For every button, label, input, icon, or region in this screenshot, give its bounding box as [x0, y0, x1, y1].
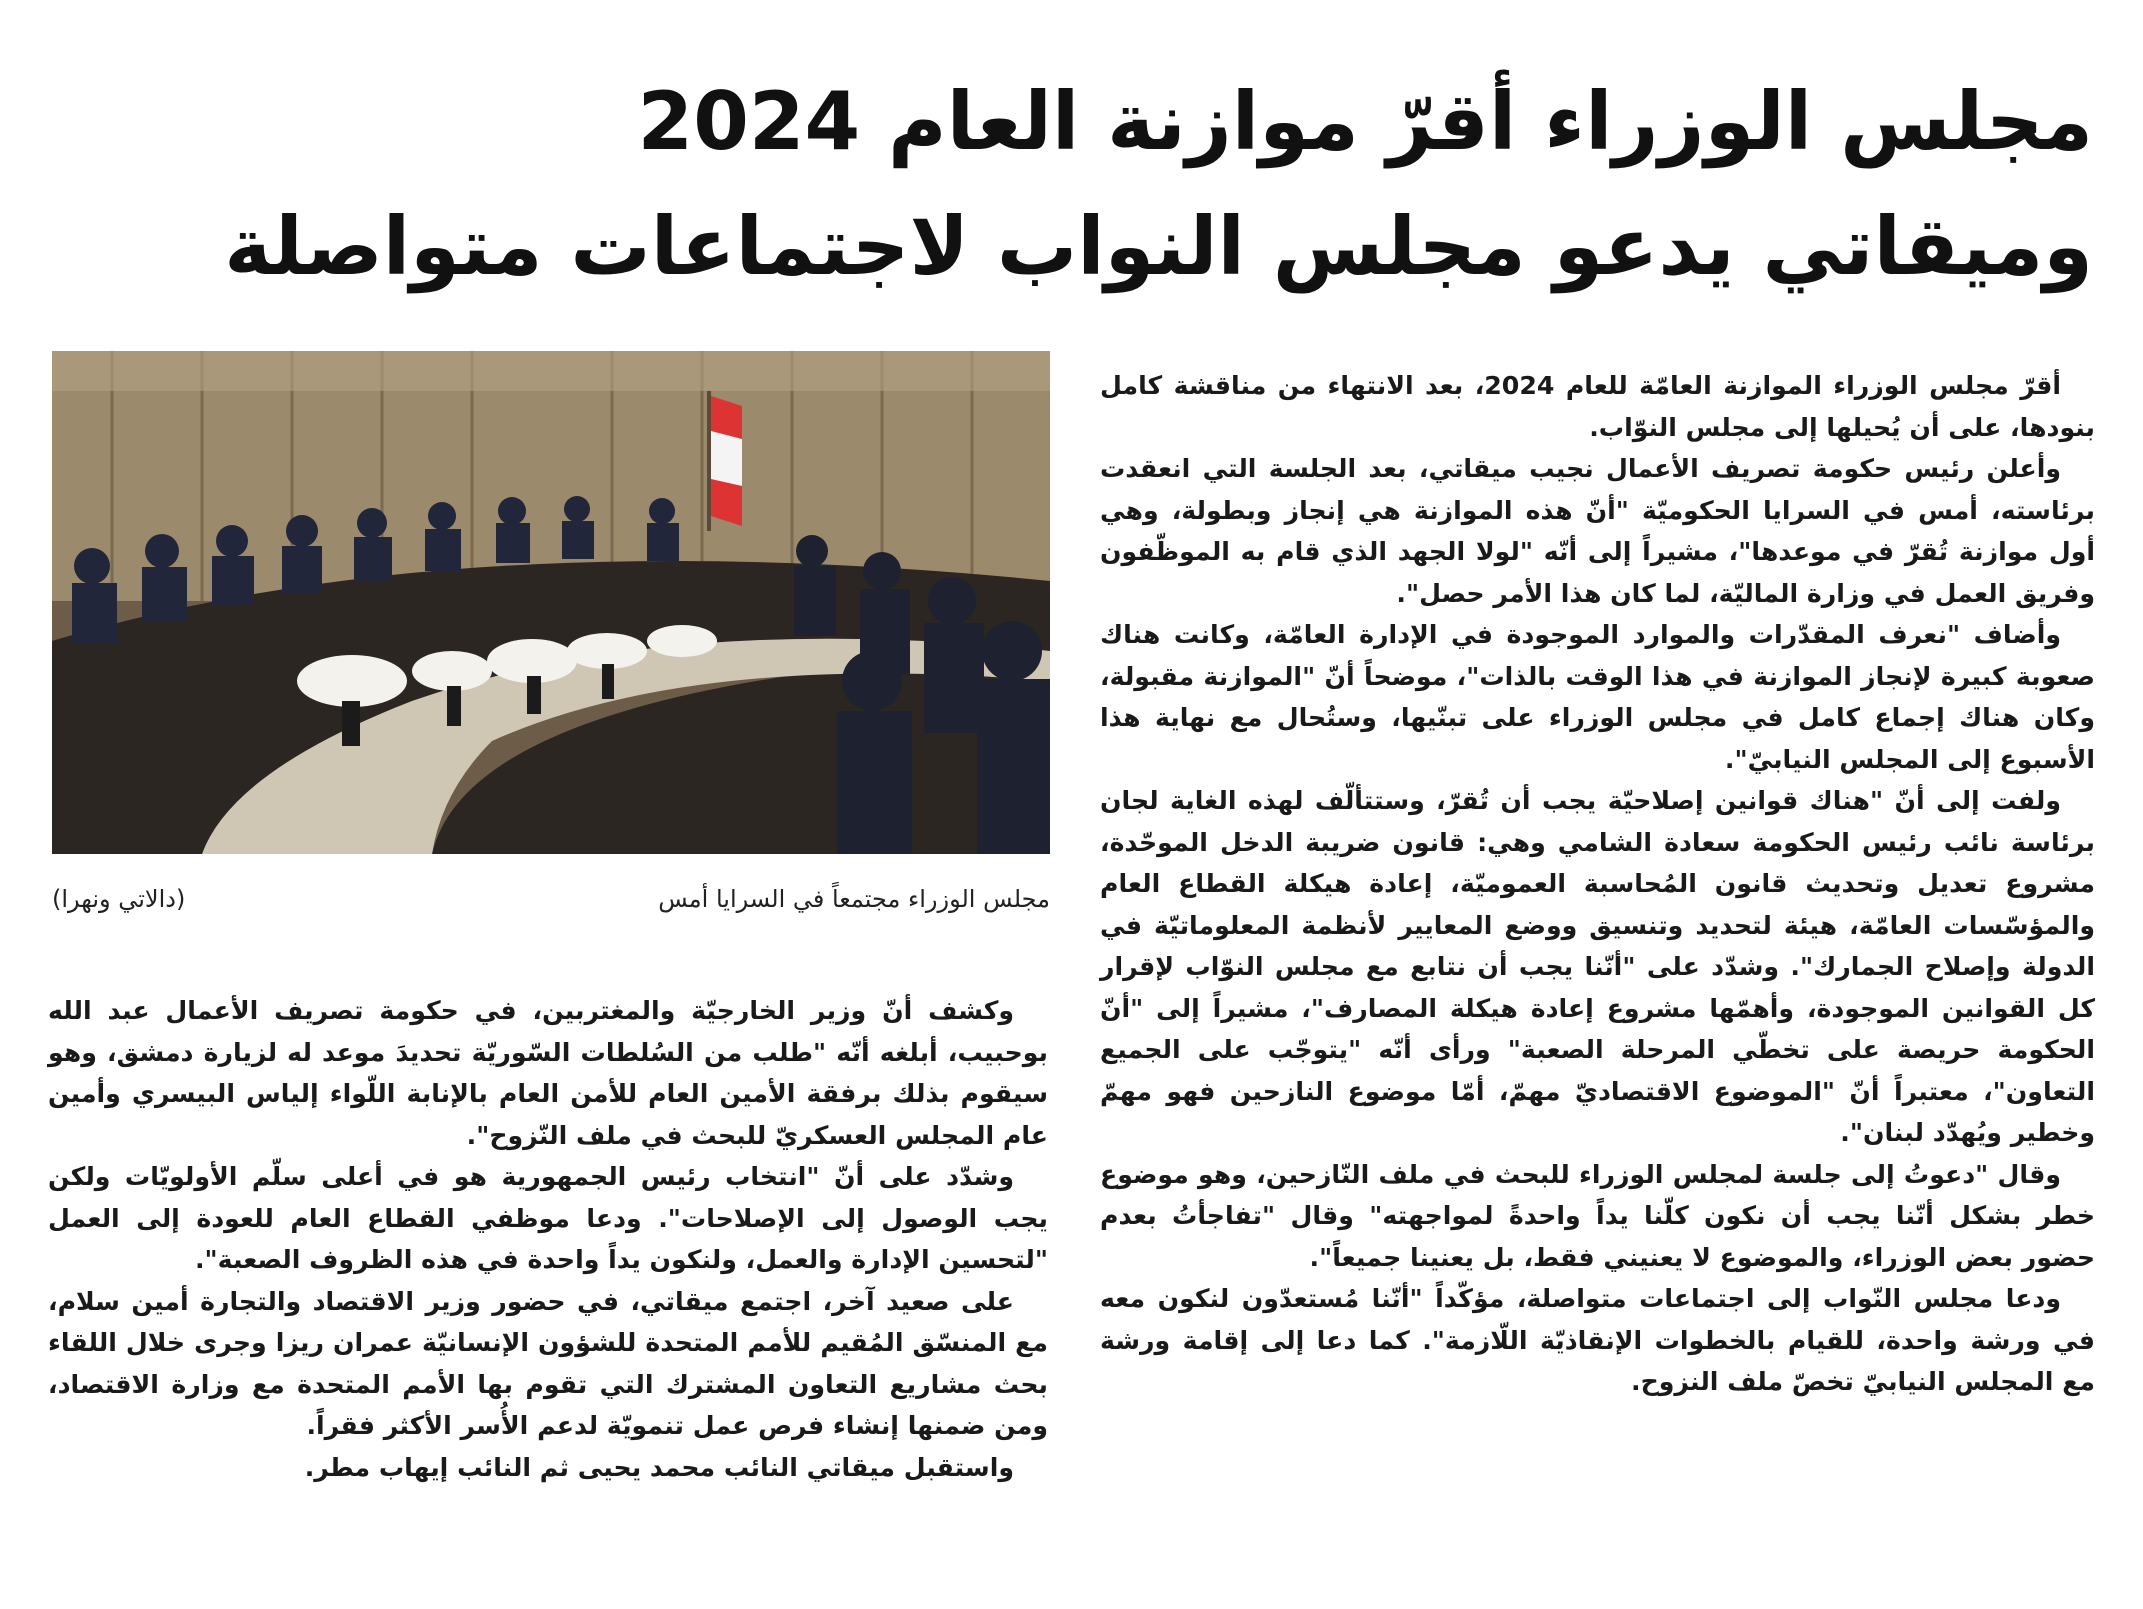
cabinet-meeting-photo-drawing — [52, 351, 1050, 854]
article-right-column — [1100, 365, 2095, 1403]
paragraph: وكشف أنّ وزير الخارجيّة والمغتربين، في حكومة تصريف الأعمال عبد الله بوحبيب، أبلغه أنّه "طلب من السُلطات السّوريّة تحديدَ موعد له لزيارة دمشق، وهو سيقوم بذلك برفقة الأمين العام للأمن العام بالإنابة اللّواء إلياس البيسري وأمين عام المجلس العسكريّ للبحث في ملف النّزوح". — [48, 996, 1048, 1150]
photo-credit: (دالاتي ونهرا) — [52, 885, 186, 913]
headline-line-1: مجلس الوزراء أقرّ موازنة العام 2024 — [637, 75, 2093, 168]
paragraph: ودعا مجلس النّواب إلى اجتماعات متواصلة، مؤكّداً "أنّنا مُستعدّون لنكون معه في ورشة واحدة، للقيام بالخطوات الإنقاذيّة اللّازمة". كما دعا إلى إقامة ورشة مع المجلس النيابيّ تخصّ ملف النزوح. — [1100, 1284, 2095, 1396]
paragraph: وشدّد على أنّ "انتخاب رئيس الجمهورية هو في أعلى سلّم الأولويّات ولكن يجب الوصول إلى الإصلاحات". ودعا موظفي القطاع العام للعودة إلى العمل "لتحسين الإدارة والعمل، ولنكون يداً واحدة في هذه الظروف الصعبة". — [48, 1162, 1048, 1274]
caption-text: مجلس الوزراء مجتمعاً في السرايا أمس — [658, 885, 1050, 913]
cabinet-meeting-photo — [52, 351, 1050, 854]
paragraph: واستقبل ميقاتي النائب محمد يحيى ثم النائب إيهاب مطر. — [304, 1452, 1014, 1482]
paragraph: أقرّ مجلس الوزراء الموازنة العامّة للعام 2024، بعد الانتهاء من مناقشة كامل بنودها، على أن يُحيلها إلى مجلس النوّاب. — [1100, 371, 2095, 442]
paragraph: وقال "دعوتُ إلى جلسة لمجلس الوزراء للبحث في ملف النّازحين، وهو موضوع خطر بشكل أنّنا يجب أن نكون كلّنا يداً واحدةً لمواجهته" وقال "تفاجأتُ بعدم حضور بعض الوزراء، والموضوع لا يعنيني فقط، بل يعنينا جميعاً". — [1100, 1159, 2095, 1272]
article-left-column — [48, 990, 1048, 1488]
paragraph: ولفت إلى أنّ "هناك قوانين إصلاحيّة يجب أن تُقرّ، وستتألّف لهذه الغاية لجان برئاسة نائب رئيس الحكومة سعادة الشامي وهي: قانون ضريبة الدخل الموحّدة، مشروع تعديل وتحديث قانون المُحاسبة العموميّة، إعادة هيكلة القطاع العام والمؤسّسات العامّة، هيئة لتحديد وتنسيق ووضع المعايير لأنظمة المعلوماتيّة في الدولة وإصلاح الجمارك". وشدّد على "أنّنا يجب أن نتابع مع مجلس النوّاب لإقرار كل القوانين الموجودة، وأهمّها مشروع إعادة هيكلة المصارف"، مشيراً إلى "أنّ الحكومة حريصة على تخطّي المرحلة الصعبة" ورأى أنّه "يتوجّب على الجميع التعاون"، معتبراً أنّ "الموضوع الاقتصاديّ مهمّ، أمّا موضوع النازحين فهو مهمّ وخطير ويُهدّد لبنان". — [1100, 786, 2095, 1147]
paragraph: على صعيد آخر، اجتمع ميقاتي، في حضور وزير الاقتصاد والتجارة أمين سلام، مع المنسّق المُقيم للأمم المتحدة للشؤون الإنسانيّة عمران ريزا وجرى خلال اللقاء بحث مشاريع التعاون المشترك التي تقوم بها الأمم المتحدة مع وزارة الاقتصاد، ومن ضمنها إنشاء فرص عمل تنمويّة لدعم الأُسر الأكثر فقراً. — [48, 1286, 1048, 1440]
headline-line-2: وميقاتي يدعو مجلس النواب لاجتماعات متواصلة — [224, 200, 2093, 293]
paragraph: وأضاف "نعرف المقدّرات والموارد الموجودة في الإدارة العامّة، وكانت هناك صعوبة كبيرة لإنجاز الموازنة في هذا الوقت بالذات"، موضحاً أنّ "الموازنة مقبولة، وكان هناك إجماع كامل في مجلس الوزراء على تبنّيها، وستُحال مع نهاية هذا الأسبوع إلى المجلس النيابيّ". — [1100, 620, 2095, 774]
paragraph: وأعلن رئيس حكومة تصريف الأعمال نجيب ميقاتي، بعد الجلسة التي انعقدت برئاسته، أمس في السرايا الحكوميّة "أنّ هذه الموازنة هي إنجاز وبطولة، وهي أول موازنة تُقرّ في موعدها"، مشيراً إلى أنّه "لولا الجهد الذي قام به الموظّفون وفريق العمل في وزارة الماليّة، لما كان هذا الأمر حصل". — [1100, 454, 2095, 608]
photo-caption — [52, 885, 1050, 925]
